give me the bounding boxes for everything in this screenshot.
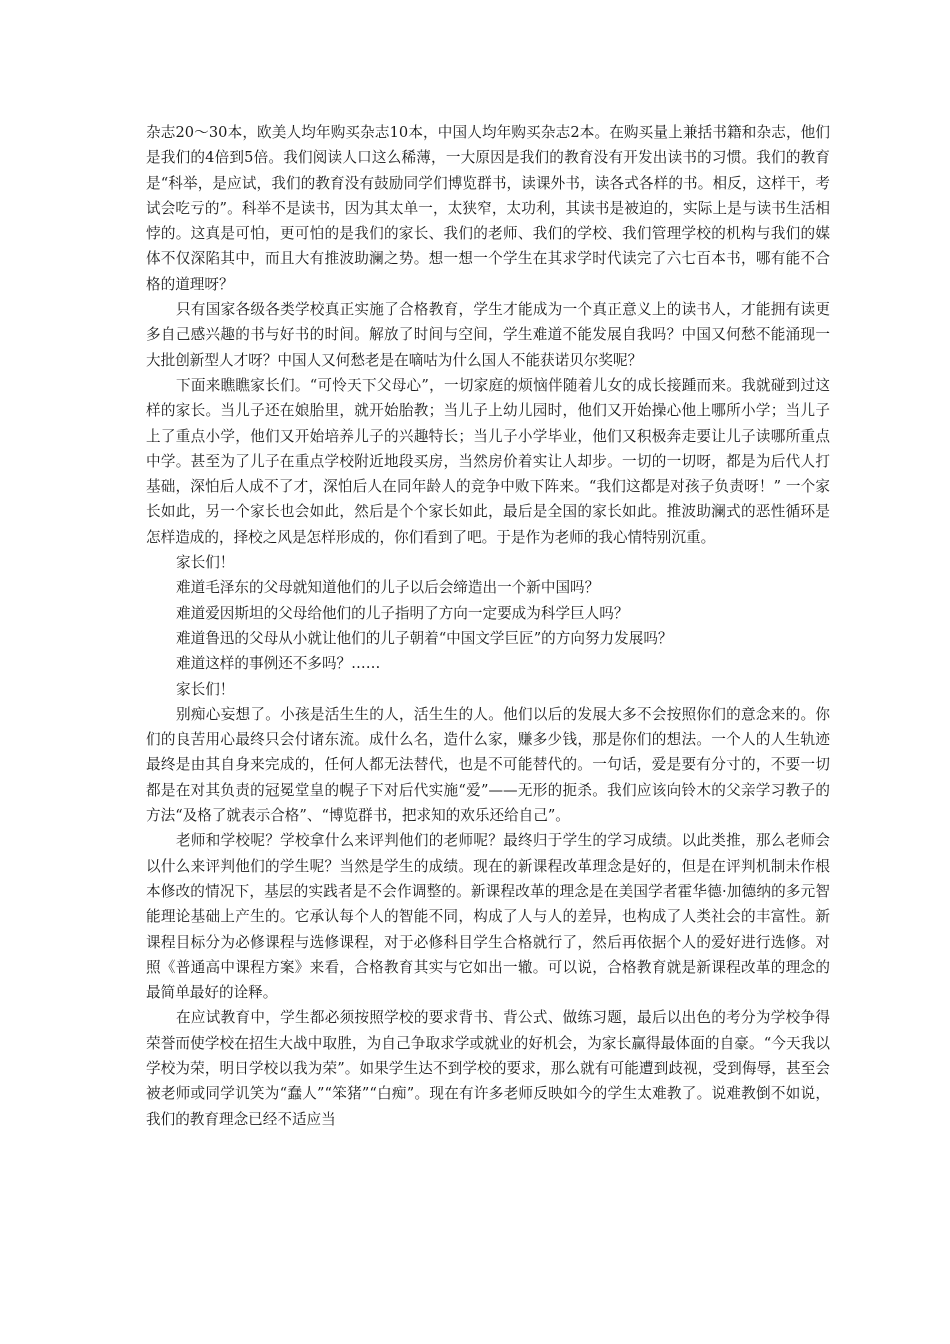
appeal-line: 难道这样的事例还不多吗？…… xyxy=(176,655,381,673)
paragraph: 在应试教育中，学生都必须按照学校的要求背书、背公式、做练习题，最后以出色的考分为学校争得荣誉而使学校在招生大战中取胜，为自己争取求学或就业的好机会，为家长赢得最体面的自豪。“今天我以学校为荣，明日学校以我为荣”。如果学生达不到学校的要求，那么就有可能遭到歧视，受到侮辱，甚至会被老师或同学讥笑为“蠢人”“笨猪”“白痴”。现在有许多老师反映如今的学生太难教了。说难教倒不如说，我们的教育理念已经不适应当 xyxy=(146,1009,830,1128)
appeal-line: 家长们！ xyxy=(176,680,235,698)
paragraph: 别痴心妄想了。小孩是活生生的人，活生生的人。他们以后的发展大多不会按照你们的意念来的。你们的良苦用心最终只会付诸东流。成什么名，造什么家，赚多少钱，那是你们的想法。一个人的人生轨迹最终是由其自身来完成的，任何人都无法替代，也是不可能替代的。一句话，爱是要有分寸的，不要一切都是在对其负责的冠冕堂皇的幌子下对后代实施“爱”——无形的扼杀。我们应该向铃木的父亲学习教子的方法“及格了就表示合格”、“博览群书，把求知的欢乐还给自己”。 xyxy=(146,705,830,825)
paragraph: 老师和学校呢？学校拿什么来评判他们的老师呢？最终归于学生的学习成绩。以此类推，那么老师会以什么来评判他们的学生呢？当然是学生的成绩。现在的新课程改革理念是好的，但是在评判机制未作根本修改的情况下，基层的实践者是不会作调整的。新课程改革的理念是在美国学者霍华德·加德纳的多元智能理论基础上产生的。它承认每个人的智能不同，构成了人与人的差异，也构成了人类社会的丰富性。新课程目标分为必修课程与选修课程，对于必修科目学生合格就行了，然后再依据个人的爱好进行选修。对照《普通高中课程方案》来看，合格教育其实与它如出一辙。可以说，合格教育就是新课程改革的理念的最简单最好的诠释。 xyxy=(146,832,830,1002)
appeal-line: 难道毛泽东的父母就知道他们的儿子以后会缔造出一个新中国吗？ xyxy=(176,579,600,597)
paragraph: 只有国家各级各类学校真正实施了合格教育，学生才能成为一个真正意义上的读书人，才能拥有读更多自己感兴趣的书与好书的时间。解放了时间与空间，学生难道不能发展自我吗？中国又何愁不能涌现一大批创新型人才呀？中国人又何愁老是在嘀咕为什么国人不能获诺贝尔奖呢？ xyxy=(146,301,830,369)
appeal-line: 难道爱因斯坦的父母给他们的儿子指明了方向一定要成为科学巨人吗？ xyxy=(176,604,629,622)
article-body xyxy=(146,120,830,1132)
appeal-line: 家长们！ xyxy=(176,554,235,572)
paragraph: 下面来瞧瞧家长们。“可怜天下父母心”，一切家庭的烦恼伴随着儿女的成长接踵而来。我就碰到过这样的家长。当儿子还在娘胎里，就开始胎教；当儿子上幼儿园时，他们又开始操心他上哪所小学；当儿子上了重点小学，他们又开始培养儿子的兴趣特长；当儿子小学毕业，他们又积极奔走要让儿子读哪所重点中学。甚至为了儿子在重点学校附近地段买房，当然房价着实让人却步。一切的一切呀，都是为后代人打基础，深怕后人成不了才，深怕后人在同年龄人的竞争中败下阵来。“我们这都是对孩子负责呀！” 一个家长如此，另一个家长也会如此，然后是个个家长如此，最后是全国的家长如此。推波助澜式的恶性循环是怎样造成的，择校之风是怎样形成的，你们看到了吧。于是作为老师的我心情特别沉重。 xyxy=(146,376,830,546)
appeal-line: 难道鲁迅的父母从小就让他们的儿子朝着“中国文学巨匠”的方向努力发展吗？ xyxy=(176,629,673,647)
paragraph: 杂志20～30本，欧美人均年购买杂志10本，中国人均年购买杂志2本。在购买量上兼括书籍和杂志，他们是我们的4倍到5倍。我们阅读人口这么稀薄，一大原因是我们的教育没有开发出读书的习惯。我们的教育是“科举，是应试，我们的教育没有鼓励同学们博览群书，读课外书，读各式各样的书。相反，这样干，考试会吃亏的”。科举不是读书，因为其太单一，太狭窄，太功利，其读书是被迫的，实际上是与读书生活相悖的。这真是可怕，更可怕的是我们的家长、我们的老师、我们的学校、我们管理学校的机构与我们的媒体不仅深陷其中，而且大有推波助澜之势。想一想一个学生在其求学时代读完了六七百本书，哪有能不合格的道理呀？ xyxy=(146,124,830,293)
